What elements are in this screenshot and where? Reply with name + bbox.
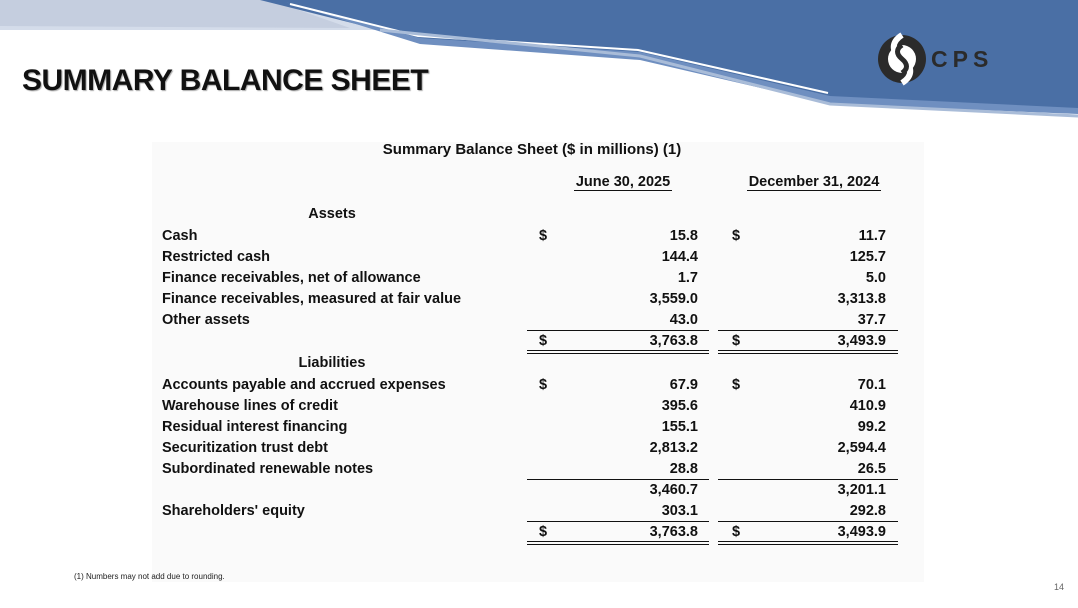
- currency-symbol: $: [539, 228, 548, 244]
- value-dec-2024: 125.7: [849, 249, 886, 265]
- logo-text: CPS: [931, 46, 994, 72]
- value-june-2025: 28.8: [669, 461, 698, 477]
- row-label: Other assets: [162, 312, 250, 328]
- row-label: Restricted cash: [162, 249, 270, 265]
- footnote: (1) Numbers may not add due to rounding.: [74, 572, 225, 581]
- value-june-2025: 67.9: [669, 377, 698, 393]
- row-label: Securitization trust debt: [162, 440, 328, 456]
- value-june-2025: 155.1: [661, 419, 698, 435]
- page-number: 14: [1054, 582, 1065, 592]
- value-june-2025: 43.0: [669, 312, 698, 328]
- total-liabilities-row: [0, 482, 1078, 503]
- value-dec-2024: 5.0: [865, 270, 886, 286]
- row-label: Finance receivables, net of allowance: [162, 270, 421, 286]
- value-dec-2024: 99.2: [857, 419, 886, 435]
- table-row: [0, 440, 1078, 461]
- currency-symbol: $: [539, 377, 548, 393]
- value-june-2025: 2,813.2: [649, 440, 698, 456]
- assets-heading: Assets: [308, 206, 356, 222]
- table-title: Summary Balance Sheet ($ in millions) (1): [382, 141, 682, 158]
- value-dec-2024: 26.5: [857, 461, 886, 477]
- currency-symbol: $: [732, 524, 741, 540]
- value-dec-2024: 11.7: [858, 228, 886, 244]
- total-liabilities-dec-2024: 3,201.1: [837, 482, 886, 498]
- value-dec-2024: 3,313.8: [837, 291, 886, 307]
- value-dec-2024: 410.9: [849, 398, 886, 414]
- table-row: [0, 249, 1078, 270]
- total-double-rule: [718, 541, 898, 545]
- total-liab-equity-june-2025: 3,763.8: [649, 524, 698, 540]
- company-logo: [875, 32, 1005, 86]
- table-row: [0, 419, 1078, 440]
- value-june-2025: 395.6: [661, 398, 698, 414]
- value-june-2025: 1.7: [677, 270, 698, 286]
- currency-symbol: $: [732, 377, 741, 393]
- assets-heading-row: [0, 206, 1078, 227]
- total-double-rule: [527, 350, 709, 354]
- column-header-dec-2024: December 31, 2024: [748, 174, 880, 190]
- table-row: [0, 377, 1078, 398]
- subtotal-rule: [718, 521, 898, 522]
- table-row: [0, 398, 1078, 419]
- total-assets-june-2025: 3,763.8: [649, 333, 698, 349]
- subtotal-rule: [527, 479, 709, 480]
- currency-symbol: $: [732, 333, 741, 349]
- row-label: Residual interest financing: [162, 419, 348, 435]
- total-liab-equity-dec-2024: 3,493.9: [837, 524, 886, 540]
- value-june-2025: 15.8: [669, 228, 698, 244]
- total-assets-dec-2024: 3,493.9: [837, 333, 886, 349]
- subtotal-rule: [718, 330, 898, 331]
- row-label: Shareholders' equity: [162, 503, 305, 519]
- total-double-rule: [718, 350, 898, 354]
- row-label: Finance receivables, measured at fair value: [162, 291, 462, 307]
- currency-symbol: $: [539, 524, 548, 540]
- currency-symbol: $: [539, 333, 548, 349]
- row-label: Accounts payable and accrued expenses: [162, 377, 446, 393]
- equity-june-2025: 303.1: [661, 503, 698, 519]
- subtotal-rule: [718, 479, 898, 480]
- table-row: [0, 228, 1078, 249]
- row-label: Warehouse lines of credit: [162, 398, 338, 414]
- equity-dec-2024: 292.8: [849, 503, 886, 519]
- total-double-rule: [527, 541, 709, 545]
- value-dec-2024: 2,594.4: [837, 440, 886, 456]
- value-dec-2024: 37.7: [857, 312, 886, 328]
- cps-logo-icon: [875, 32, 929, 86]
- liabilities-heading-row: [0, 355, 1078, 376]
- table-row: [0, 291, 1078, 312]
- subtotal-rule: [527, 521, 709, 522]
- row-label: Cash: [162, 228, 198, 244]
- subtotal-rule: [527, 330, 709, 331]
- value-june-2025: 3,559.0: [649, 291, 698, 307]
- row-label: Subordinated renewable notes: [162, 461, 374, 477]
- table-row: [0, 270, 1078, 291]
- page-title: SUMMARY BALANCE SHEET: [22, 64, 429, 97]
- value-june-2025: 144.4: [661, 249, 698, 265]
- total-liabilities-june-2025: 3,460.7: [649, 482, 698, 498]
- column-header-june-2025: June 30, 2025: [575, 174, 671, 190]
- liabilities-heading: Liabilities: [298, 355, 366, 371]
- value-dec-2024: 70.1: [857, 377, 886, 393]
- currency-symbol: $: [732, 228, 741, 244]
